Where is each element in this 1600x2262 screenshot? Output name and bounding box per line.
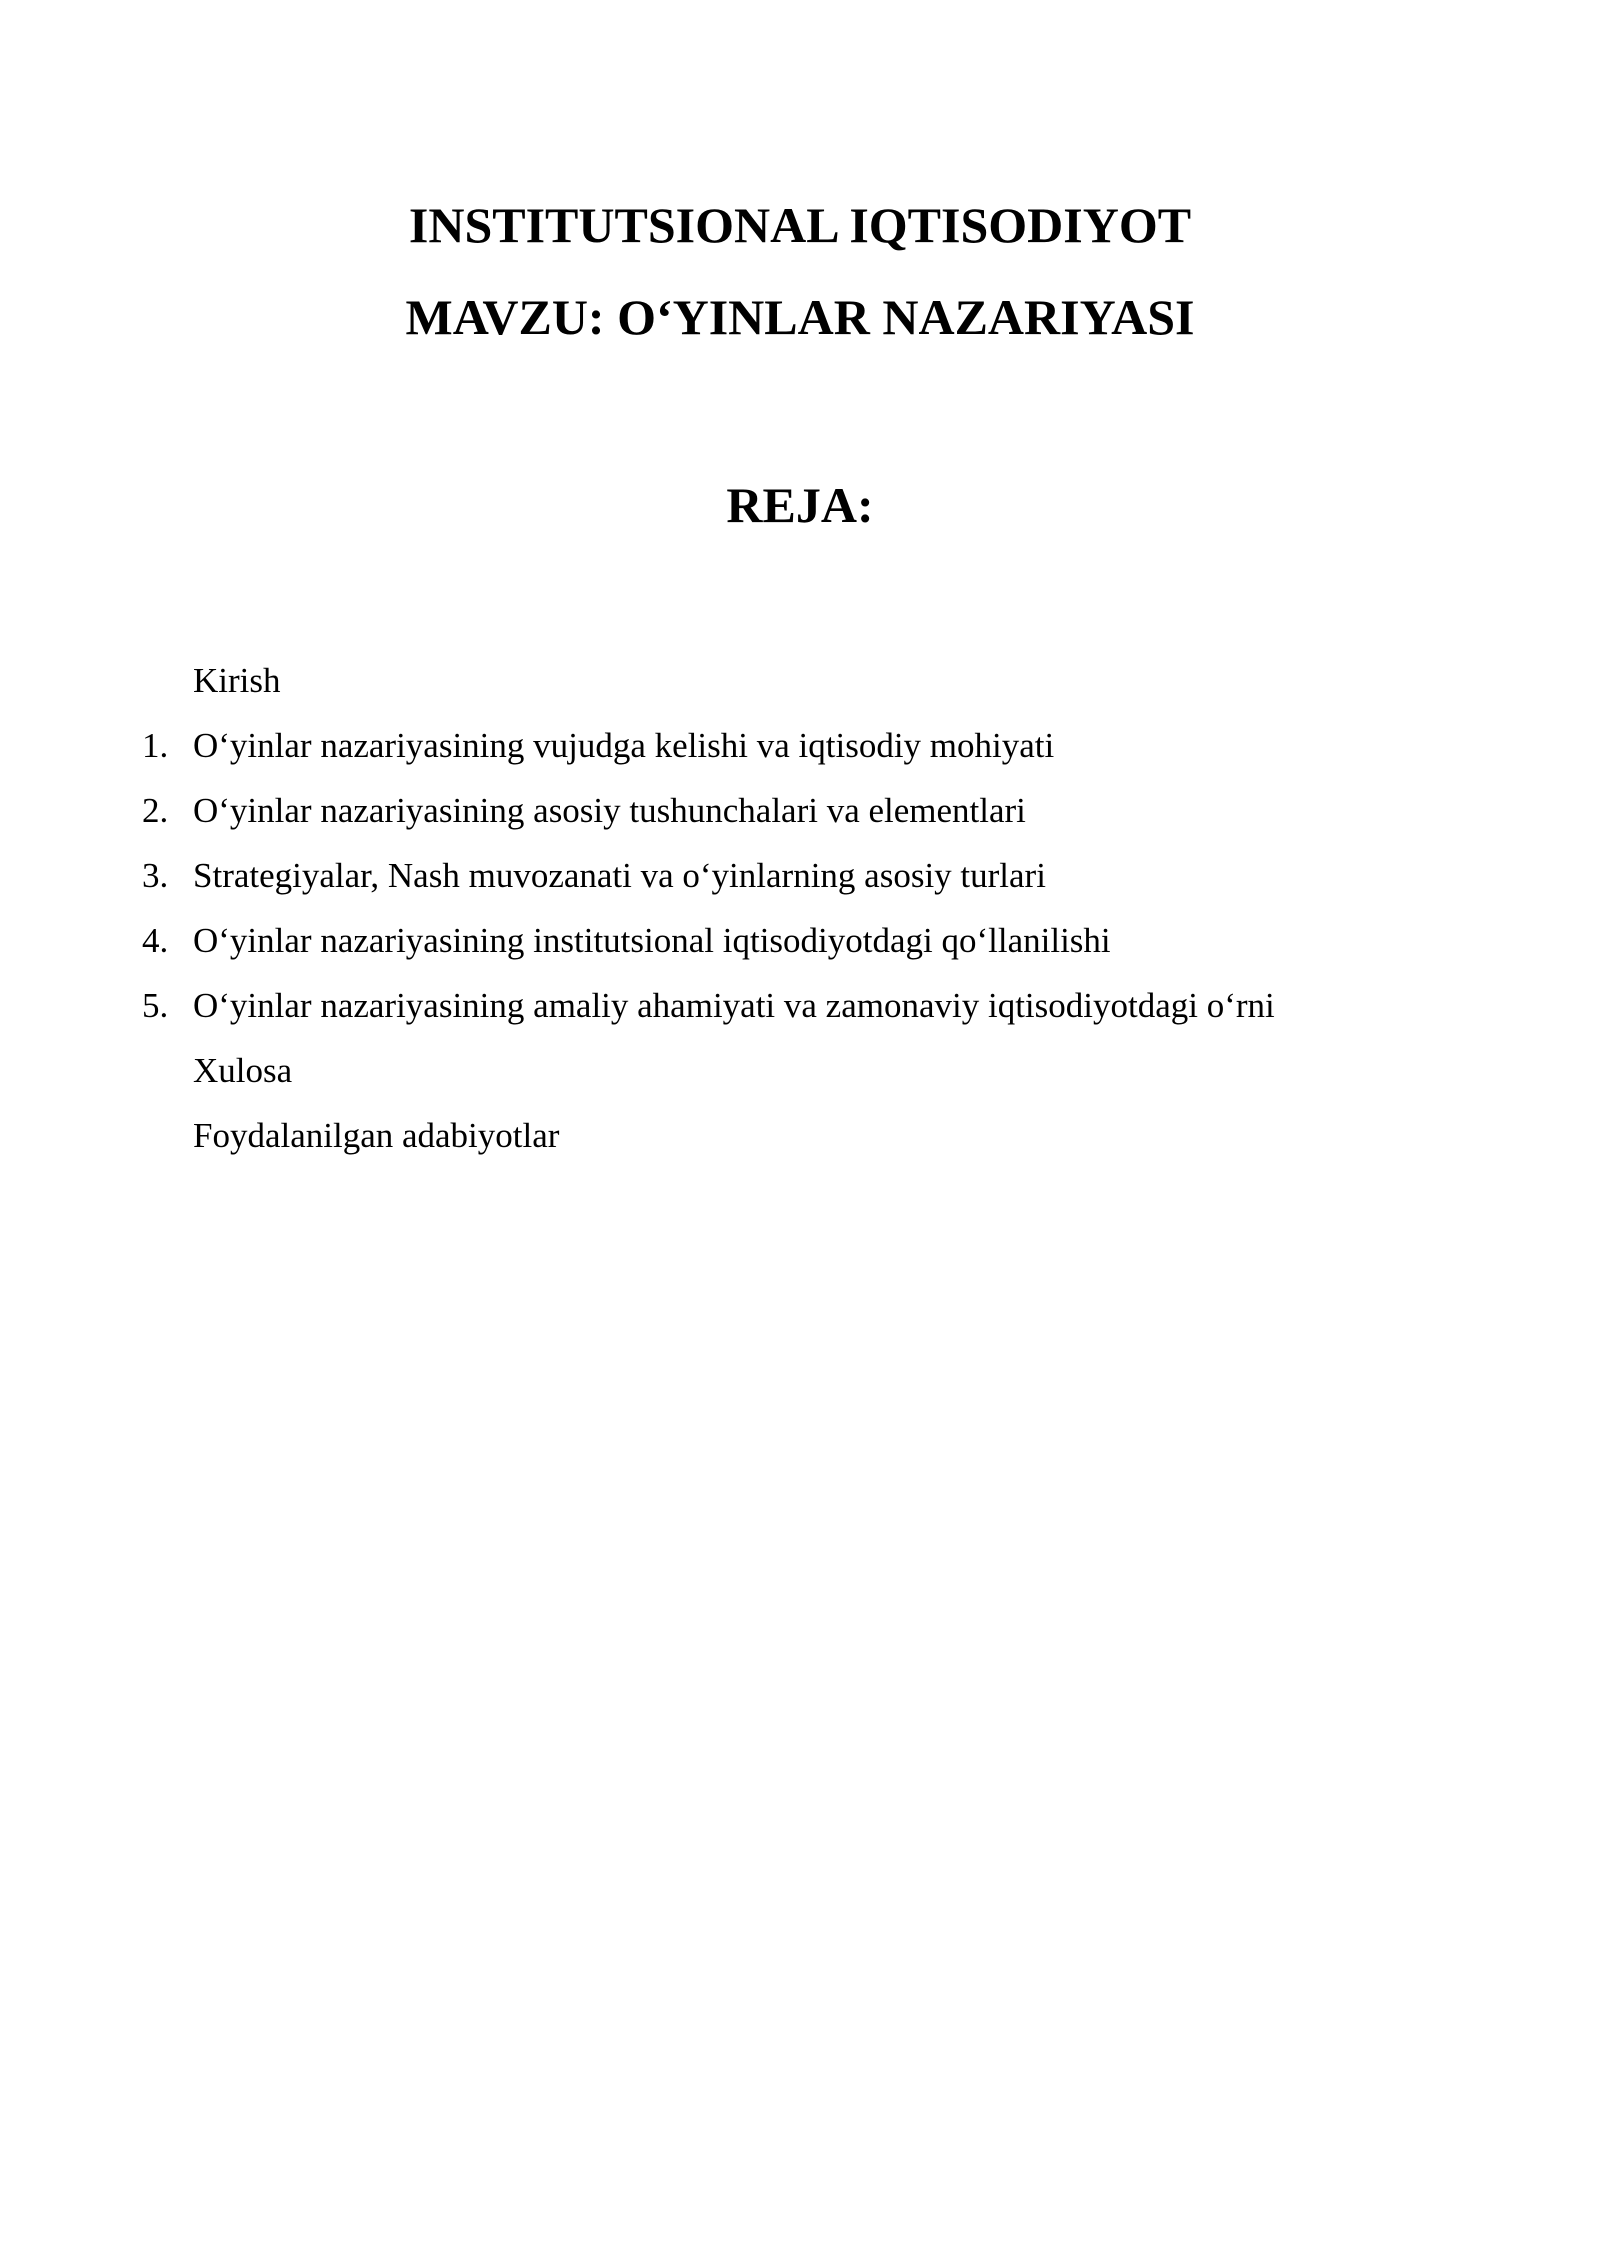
plan-item-text: O‘yinlar nazariyasining institutsional iqtisodiyotdagi qo‘llanilishi	[193, 921, 1111, 960]
plan-item-number: 2.	[142, 791, 169, 830]
plan-item-number: 3.	[142, 856, 169, 895]
plan-item-text: Strategiyalar, Nash muvozanati va o‘yinlarning asosiy turlari	[193, 856, 1046, 895]
plan-item-references	[0, 1103, 1600, 1168]
plan-item-intro	[0, 648, 1600, 713]
plan-item-text: Kirish	[193, 661, 281, 700]
plan-item-1	[0, 713, 1600, 778]
plan-item-number: 4.	[142, 921, 169, 960]
plan-item-text: O‘yinlar nazariyasining amaliy ahamiyati va zamonaviy iqtisodiyotdagi o‘rni	[193, 986, 1275, 1025]
plan-item-text: Foydalanilgan adabiyotlar	[193, 1116, 560, 1155]
plan-item-3	[0, 843, 1600, 908]
plan-item-2	[0, 778, 1600, 843]
plan-item-text: O‘yinlar nazariyasining asosiy tushunchalari va elementlari	[193, 791, 1026, 830]
plan-heading: REJA:	[726, 477, 874, 533]
plan-item-number: 5.	[142, 986, 169, 1025]
plan-item-5	[0, 973, 1600, 1038]
document-topic-title	[0, 272, 1600, 362]
plan-item-text: Xulosa	[193, 1051, 293, 1090]
document-subject-title	[0, 180, 1600, 270]
plan-item-4	[0, 908, 1600, 973]
subject-text: INSTITUTSIONAL IQTISODIYOT	[408, 197, 1192, 253]
plan-item-text: O‘yinlar nazariyasining vujudga kelishi va iqtisodiy mohiyati	[193, 726, 1055, 765]
plan-list	[0, 648, 1600, 1168]
topic-text: MAVZU: O‘YINLAR NAZARIYASI	[405, 289, 1195, 345]
plan-item-conclusion	[0, 1038, 1600, 1103]
plan-item-number: 1.	[142, 726, 169, 765]
